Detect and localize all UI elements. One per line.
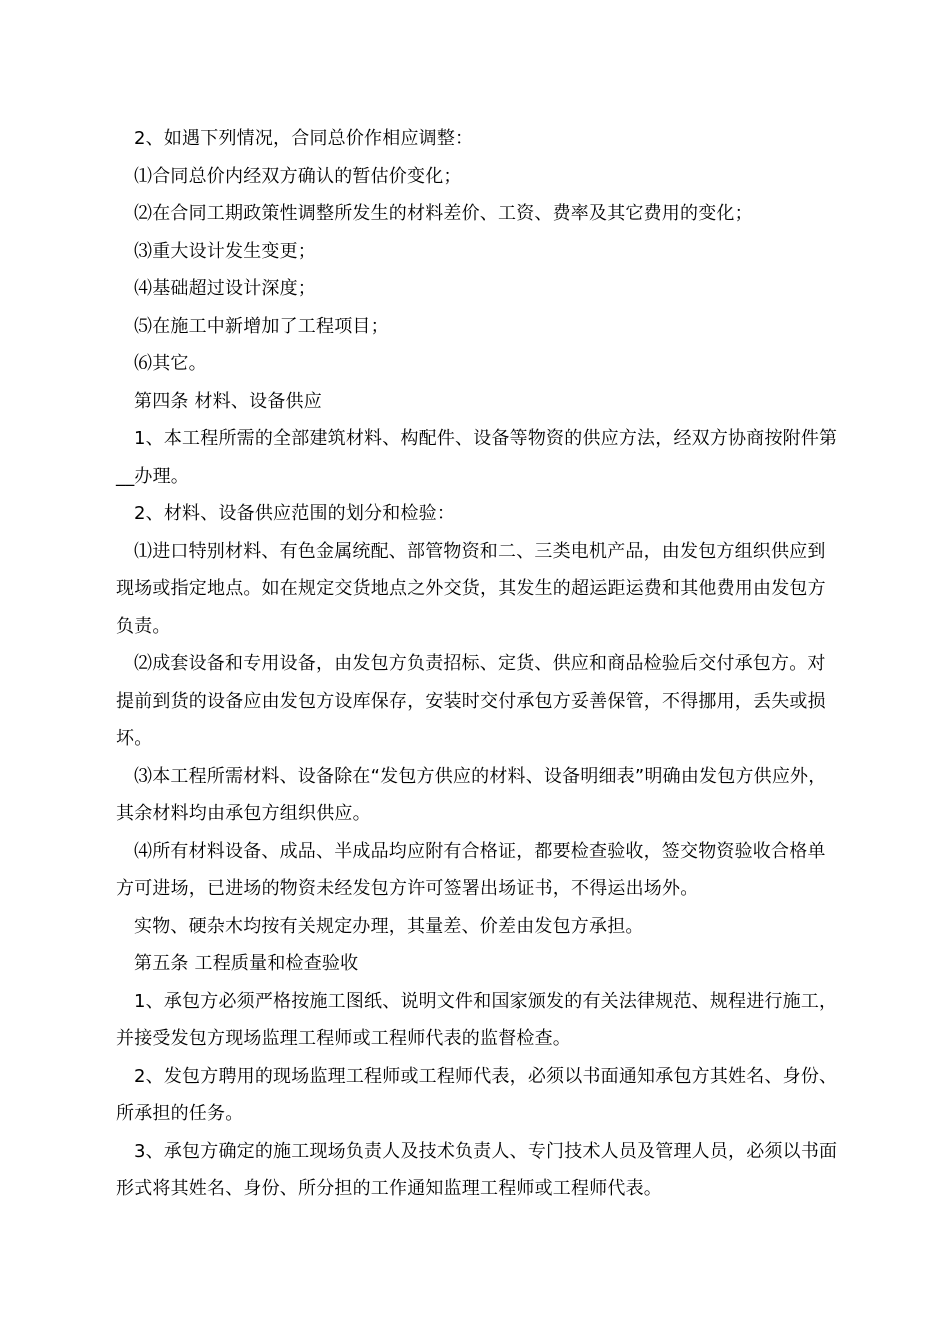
paragraph: 1、承包方必须严格按施工图纸、说明文件和国家颁发的有关法律规范、规程进行施工，并接受发包方现场监理工程师或工程师代表的监督检查。 — [116, 990, 838, 1049]
list-item: ⑹其它。 — [134, 353, 207, 374]
list-item: ⑵成套设备和专用设备，由发包方负责招标、定货、供应和商品检验后交付承包方。对提前到货的设备应由发包方设库保存，安装时交付承包方妥善保管，不得挪用，丢失或损坏。 — [116, 653, 826, 749]
paragraph: 1、本工程所需的全部建筑材料、构配件、设备等物资的供应方法，经双方协商按附件第__办理。 — [116, 428, 838, 487]
paragraph: 实物、硬杂木均按有关规定办理，其量差、价差由发包方承担。 — [134, 915, 644, 937]
paragraph: 2、发包方聘用的现场监理工程师或工程师代表，必须以书面通知承包方其姓名、身份、所承担的任务。 — [116, 1065, 838, 1124]
list-item: ⑵在合同工期政策性调整所发生的材料差价、工资、费率及其它费用的变化； — [134, 203, 753, 224]
list-item: ⑷所有材料设备、成品、半成品均应附有合格证，都要检查验收，签交物资验收合格单方可进场，已进场的物资未经发包方许可签署出场证书，不得运出场外。 — [116, 840, 826, 899]
list-item: ⑶重大设计发生变更； — [134, 240, 316, 262]
article-5-title: 第五条 工程质量和检查验收 — [134, 953, 359, 974]
list-item: ⑷基础超过设计深度； — [134, 278, 316, 299]
list-item: ⑴合同总价内经双方确认的暂估价变化； — [134, 165, 462, 187]
document-body — [116, 120, 838, 1208]
paragraph: 2、材料、设备供应范围的划分和检验： — [134, 503, 456, 524]
clause-2-heading: 2、如遇下列情况，合同总价作相应调整： — [134, 128, 474, 149]
list-item: ⑸在施工中新增加了工程项目； — [134, 315, 389, 337]
list-item: ⑴进口特别材料、有色金属统配、部管物资和二、三类电机产品，由发包方组织供应到现场或指定地点。如在规定交货地点之外交货，其发生的超运距运费和其他费用由发包方负责。 — [116, 540, 826, 637]
article-4-title: 第四条 材料、设备供应 — [134, 390, 322, 412]
list-item: ⑶本工程所需材料、设备除在“发包方供应的材料、设备明细表”明确由发包方供应外，其余材料均由承包方组织供应。 — [116, 765, 827, 824]
paragraph: 3、承包方确定的施工现场负责人及技术负责人、专门技术人员及管理人员，必须以书面形式将其姓名、身份、所分担的工作通知监理工程师或工程师代表。 — [116, 1140, 838, 1199]
